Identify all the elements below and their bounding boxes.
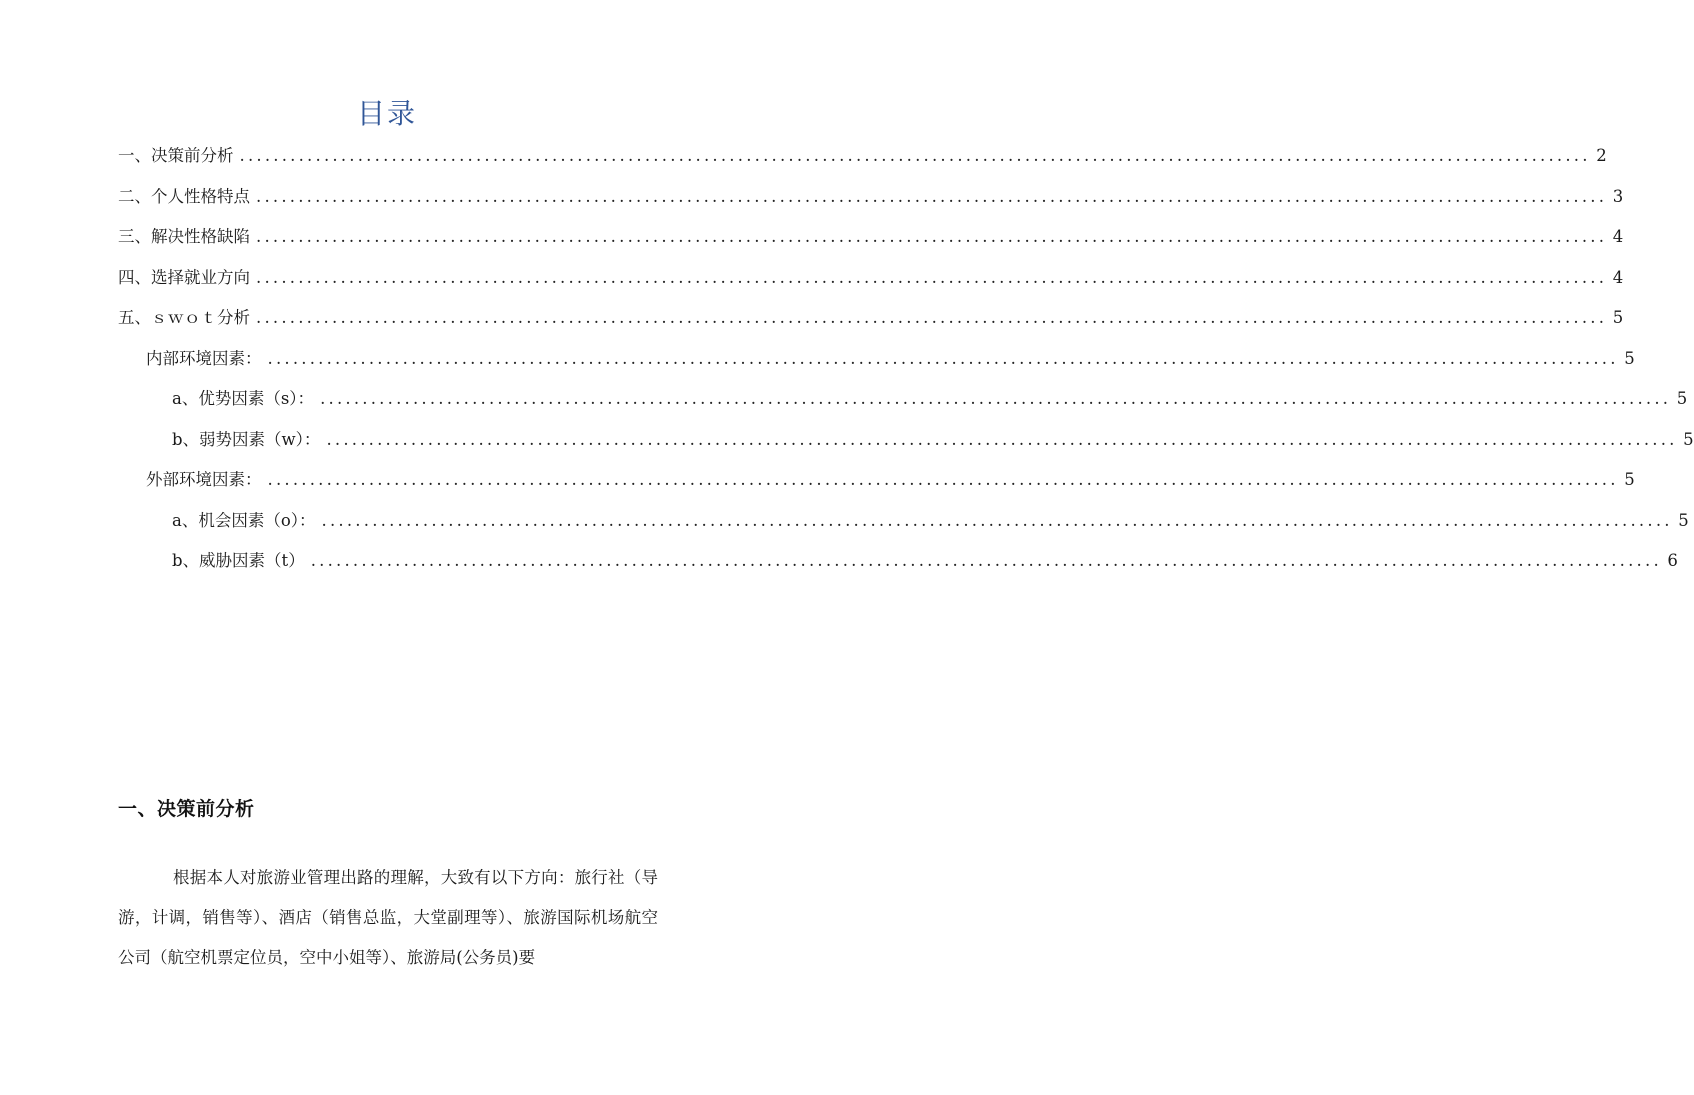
toc-entry-label: 外部环境因素： [146, 470, 262, 489]
toc-page-number: 5 [1612, 308, 1624, 327]
toc-dot-leader: ................................................................................................................................................................ [256, 267, 1608, 287]
table-of-contents [118, 143, 1694, 589]
toc-entry[interactable] [118, 386, 1688, 427]
toc-entry[interactable] [118, 548, 1678, 589]
toc-entry[interactable] [118, 508, 1689, 549]
toc-entry[interactable] [118, 305, 1624, 346]
toc-entry[interactable] [118, 184, 1624, 225]
toc-dot-leader: ................................................................................................................................................................ [320, 389, 1672, 408]
toc-entry-label: b、威胁因素（t） [172, 551, 305, 570]
toc-page-number: 5 [1624, 348, 1635, 368]
toc-entry-label: b、弱势因素（w）： [172, 429, 321, 449]
toc-entry[interactable] [118, 346, 1635, 387]
toc-entry-label: a、机会因素（o）： [172, 510, 316, 530]
toc-entry[interactable] [118, 265, 1624, 306]
toc-dot-leader: ................................................................................................................................................................ [326, 429, 1678, 449]
toc-page-number: 5 [1683, 429, 1694, 449]
toc-entry-label: 三、解决性格缺陷 [118, 227, 250, 246]
toc-dot-leader: ................................................................................................................................................................ [256, 186, 1608, 206]
toc-title: 目录 [356, 97, 417, 130]
toc-entry-label: 一、决策前分析 [118, 146, 234, 165]
toc-entry-label: 五、ｓｗｏｔ分析 [118, 308, 250, 327]
toc-entry-label: 四、选择就业方向 [118, 267, 250, 287]
toc-page-number: 5 [1624, 470, 1635, 489]
section-heading: 一、决策前分析 [118, 798, 255, 820]
toc-dot-leader: ................................................................................................................................................................ [239, 146, 1591, 165]
toc-page-number: 4 [1612, 267, 1624, 287]
toc-dot-leader: ................................................................................................................................................................ [256, 308, 1608, 327]
toc-page-number: 3 [1612, 186, 1624, 206]
toc-dot-leader: ................................................................................................................................................................ [267, 470, 1619, 489]
toc-dot-leader: ................................................................................................................................................................ [321, 510, 1673, 530]
toc-dot-leader: ................................................................................................................................................................ [256, 227, 1608, 246]
toc-entry-label: a、优势因素（s）： [172, 389, 315, 408]
toc-page-number: 2 [1596, 146, 1607, 165]
toc-dot-leader: ................................................................................................................................................................ [267, 348, 1619, 368]
toc-dot-leader: ................................................................................................................................................................ [310, 551, 1662, 570]
toc-entry[interactable] [118, 467, 1635, 508]
body-paragraph: 根据本人对旅游业管理出路的理解，大致有以下方向：旅行社（导游，计调，销售等）、酒店（销售总监，大堂副理等）、旅游国际机场航空公司（航空机票定位员，空中小姐等）、旅游局(公务员)要 [118, 868, 658, 967]
toc-entry[interactable] [118, 427, 1694, 468]
toc-entry[interactable] [118, 143, 1607, 184]
toc-page-number: 5 [1678, 510, 1689, 530]
toc-entry-label: 二、个人性格特点 [118, 186, 250, 206]
toc-page-number: 5 [1676, 389, 1688, 408]
toc-page-number: 6 [1667, 551, 1678, 570]
toc-page-number: 4 [1612, 227, 1624, 246]
toc-entry-label: 内部环境因素： [146, 348, 262, 368]
toc-entry[interactable] [118, 224, 1624, 265]
